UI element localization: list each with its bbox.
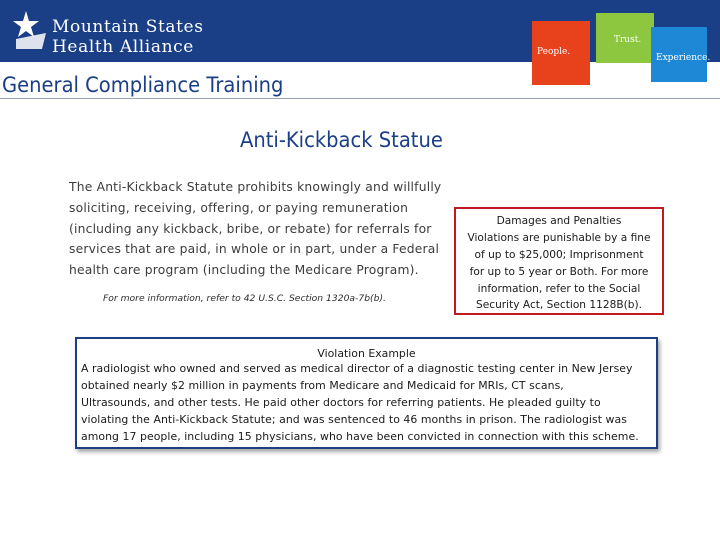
example-line: A radiologist who owned and served as medical director of a diagnostic testing center in New Jersey [81,362,633,375]
example-line: Ultrasounds, and other tests. He paid other doctors for referring patients. He pleaded guilty to [81,396,601,409]
penalties-line: Violations are punishable by a fine [467,232,651,244]
example-line: among 17 people, including 15 physicians, who have been convicted in connection with this scheme. [81,430,639,443]
statute-line: (including any kickback, bribe, or rebate) for referrals for [69,221,432,236]
brand-word-experience: Experience. [656,53,711,63]
statute-line: health care program (including the Medicare Program). [69,263,419,278]
logo-text-line2: Health Alliance [52,37,194,57]
penalties-box [454,207,664,315]
brand-word-trust: Trust. [614,35,642,45]
penalties-line: Security Act, Section 1128B(b). [476,299,642,311]
statute-line: services that are paid, in whole or in part, under a Federal [69,242,440,257]
title-divider [0,98,720,99]
penalties-line: of up to $25,000; Imprisonment [474,249,644,261]
brand-word-people: People. [537,47,571,57]
example-line: obtained nearly $2 million in payments from Medicare and Medicaid for MRIs, CT scans, [81,379,564,392]
penalties-line: for up to 5 year or Both. For more [469,266,649,278]
brand-square-trust [596,13,654,63]
logo-text-line1: Mountain States [52,17,204,37]
penalties-line: information, refer to the Social [477,283,641,295]
brand-square-people [532,21,590,85]
logo [12,7,212,57]
statute-line: soliciting, receiving, offering, or paying remuneration [69,200,409,215]
example-line: violating the Anti-Kickback Statute; and was sentenced to 46 months in prison. The radiologist was [81,413,627,426]
statute-description [69,177,449,281]
example-title: Violation Example [317,347,416,360]
star-logo-icon [12,9,50,53]
reference-note: For more information, refer to 42 U.S.C. Section 1320a-7b(b). [103,293,386,304]
page-title: General Compliance Training [2,73,284,97]
penalties-title: Damages and Penalties [496,215,622,227]
section-heading: Anti-Kickback Statue [240,128,443,152]
violation-example-box [75,337,658,449]
statute-line: The Anti-Kickback Statute prohibits knowingly and willfully [69,180,442,194]
brand-square-experience [651,27,711,82]
